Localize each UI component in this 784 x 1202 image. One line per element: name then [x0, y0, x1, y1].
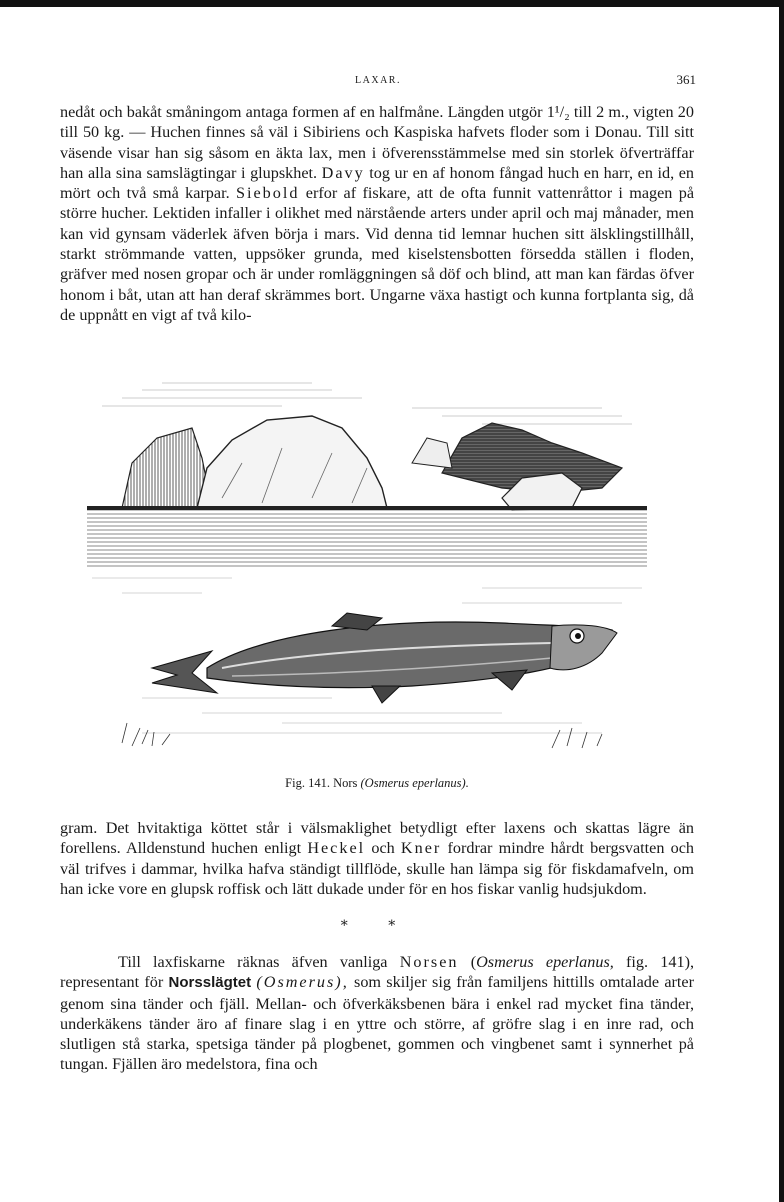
paragraph-huchen-continued [60, 818, 694, 899]
figure-latin-name: (Osmerus eperlanus). [360, 776, 469, 790]
paragraph-text: Till laxfiskarne räknas äfven vanliga [118, 953, 400, 971]
author-siebold: Siebold [235, 184, 300, 203]
running-head: LAXAR. [355, 75, 401, 86]
figure-name: Nors [333, 776, 358, 790]
rock-large [197, 416, 387, 508]
paragraph-norsen [60, 952, 694, 1075]
paragraph-text: erfor af fiskare, att de ofta funnit vattenråttor i magen på större hucher. Lektiden infaller i olikhet med närstående arters under april och maj månader, men kan vid gynsam väderlek äfven börja i mars. Vid denna tid lemnar huchen sitt älsklingstillhåll, starkt strömmande vatten, uppsöker grunda, med kiselstensbotten försedda ställen i floden, gräfver med nosen gropar och är under romläggningen så döf och blind, att man kan färdas öfver honom i båt, utan att han deraf skrämmes bort. Ungarne växa hastigt och kunna fortplanta sig, då de uppnått en vigt af två kilo- [60, 184, 695, 324]
scan-border-top [0, 0, 784, 7]
fish-head [550, 625, 617, 670]
author-heckel: Heckel [307, 839, 366, 858]
water-surface [87, 508, 647, 568]
paragraph-text: som skiljer sig från familjens hittills omtalade arter genom sina tänder och fjäll. Mellan- och öfverkäksbenen bära i enkel rad mycket fina tänder, underkäkens tänder äro af finare slag i en yttre och större, af gröfre slag i en inre rad, och slutligen stå starka, spetsiga tänder på plogbenet, gommen och vingbenet samt i synnerhet på tungan. Fjällen äro medelstora, fina och [60, 973, 694, 1074]
page-number: 361 [676, 72, 696, 87]
paragraph-text: tog ur en af honom fångad huch en harr, en id, en mört och två små karpar. [60, 163, 695, 203]
paragraph-text: gram. Det hvitaktiga köttet står i välsmaklighet betydligt efter laxens och skattas lägre än forellens. Alldenstund huchen enligt [60, 819, 694, 858]
scan-border-right [779, 0, 784, 1202]
author-davy: Davy [321, 163, 365, 182]
species-norsen: Norsen [399, 953, 459, 971]
page-header [60, 72, 696, 90]
paragraph-text: fig. 141), representant för [60, 953, 695, 992]
section-separator: * * [340, 918, 414, 934]
paragraph-text: nedåt och bakåt småningom antaga formen af en halfmåne. Längden utgör 1¹/₂ till 2 m., vigten 20 till 50 kg. — Huchen finnes så väl i Sibiriens och Kaspiska hafvets floder som i Donau. Till sitt väsende visar han sig såsom en äkta lax, men i öfverensstämmelse med sin storlek öfverträffar han alla sina samslägtingar i glupskhet. [60, 103, 694, 182]
paragraph-text: och [365, 839, 401, 858]
fish-pelvic-fin [372, 686, 400, 703]
rock-left [122, 428, 212, 508]
smelt-illustration [82, 368, 652, 768]
figure-caption [60, 776, 694, 791]
author-kner: Kner [400, 839, 442, 858]
paragraph-text: fordrar mindre hårdt bergsvatten och väl trifves i dammar, hvilka hafva ständigt tillflöde, skulle han lämpa sig för fiskdamafveln, om han icke vore en glupsk roffisk och lätt dukade under för en hos fiskar vanlig hudsjukdom. [60, 839, 694, 898]
paragraph-huchen [60, 102, 694, 325]
paragraph-text: ( [458, 953, 477, 971]
fish-osmerus [152, 613, 617, 703]
figure-label: Fig. 141. [285, 776, 330, 790]
latin-name: Osmerus eperlanus, [476, 953, 614, 971]
sky-hatching [102, 383, 632, 424]
genus-name: Norsslägtet [168, 974, 252, 992]
latin-genus: (Osmerus), [256, 973, 349, 992]
bottom-plants [122, 723, 602, 748]
fish-pectoral-fin [492, 670, 527, 690]
